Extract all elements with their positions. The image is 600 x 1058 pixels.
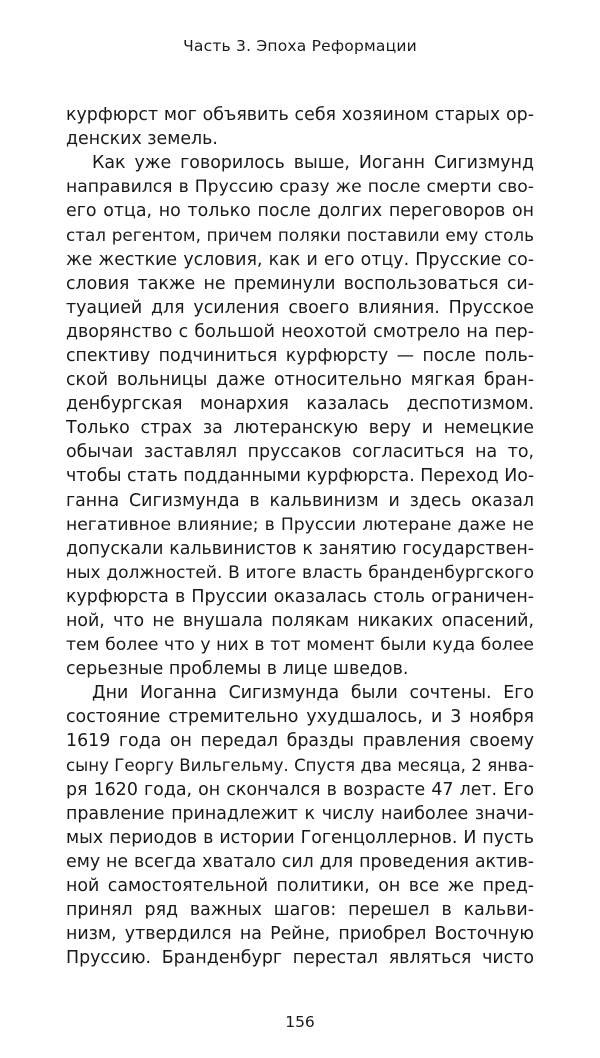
text-line: стал регентом, причем поляки поставили ему столь (66, 225, 534, 246)
text-line: ной самостоятельной политики, он все же пред- (66, 876, 534, 896)
text-line: направился в Пруссию сразу же после смерти сво- (66, 177, 534, 198)
text-line: мых периодов в истории Гогенцоллернов. И пусть (66, 827, 534, 848)
running-head: Часть 3. Эпоха Реформации (183, 37, 417, 55)
page-number: 156 (285, 1013, 315, 1031)
text-line: негативное влияние; в Пруссии лютеране даже не (66, 514, 534, 535)
text-line: курфюрст мог объявить себя хозяином старых ор- (66, 105, 534, 125)
text-line: тем более что у них в тот момент были куда более (66, 635, 534, 656)
text-line: словия также не преминули воспользоваться си- (66, 273, 534, 294)
text-line: денбургская монархия казалась деспотизмом. (66, 394, 534, 415)
text-line: его отца, но только после долгих переговоров он (66, 201, 534, 222)
text-line: ему не всегда хватало сил для проведения актив- (66, 851, 534, 872)
text-line: ганна Сигизмунда в кальвинизм и здесь оказал (66, 490, 534, 511)
text-line: денских земель. (66, 129, 218, 150)
text-line: ной, что не внушала полякам никаких опасений, (66, 610, 534, 631)
text-line: курфюрста в Пруссии оказалась столь ограничен- (66, 586, 534, 607)
text-line: ря 1620 года, он скончался в возрасте 47 лет. Его (66, 779, 534, 800)
text-line: сыну Георгу Вильгельму. Спустя два месяца, 2 янва- (66, 755, 534, 775)
text-line: Дни Иоганна Сигизмунда были сочтены. Его (92, 683, 534, 704)
text-line: обычаи заставлял пруссаков согласиться на то, (66, 442, 534, 463)
text-line: ской вольницы даже относительно мягкая бран- (66, 370, 534, 391)
text-line: состояние стремительно ухудшалось, и 3 ноября (66, 707, 534, 728)
text-line: дворянство с большой неохотой смотрело на пер- (66, 321, 534, 342)
text-line: же жесткие условия, как и его отцу. Прусские со- (66, 249, 534, 270)
text-line: чтобы стать подданными курфюрста. Переход Ио- (66, 466, 534, 487)
text-line: ных должностей. В итоге власть бранденбургского (66, 562, 534, 583)
text-line: туацией для усиления своего влияния. Прусское (66, 297, 534, 318)
text-line: допускали кальвинистов к занятию государствен- (66, 538, 534, 559)
text-line: спективу подчиниться курфюрсту — после поль- (66, 345, 534, 366)
text-line: 1619 года он передал бразды правления своему (66, 731, 534, 752)
text-line: принял ряд важных шагов: перешел в кальви- (66, 900, 534, 921)
text-line: низм, утвердился на Рейне, приобрел Восточную (66, 924, 534, 945)
text-line: Пруссию. Бранденбург перестал являться чисто (66, 948, 534, 969)
text-line: Как уже говорилось выше, Иоганн Сигизмунд (92, 153, 534, 174)
body-text (66, 103, 534, 970)
text-line: правление принадлежит к числу наиболее значи- (66, 803, 534, 824)
text-line: серьезные проблемы в лице шведов. (66, 659, 409, 680)
text-line: Только страх за лютеранскую веру и немецкие (66, 418, 534, 439)
